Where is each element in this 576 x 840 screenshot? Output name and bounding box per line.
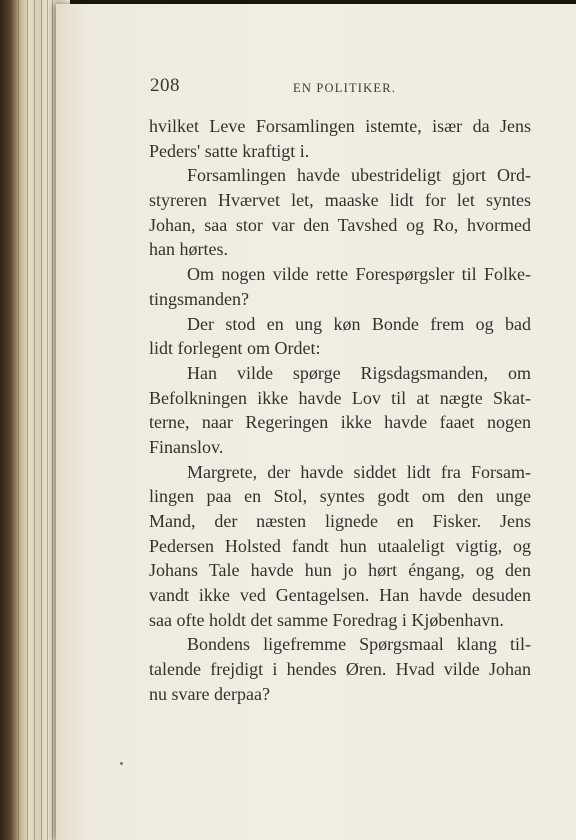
text-line: Han vilde spørge Rigsdagsmanden, om: [187, 362, 531, 383]
text-line: talende frejdigt i hendes Øren. Hvad vilde Johan: [149, 659, 531, 680]
text-line: Forsamlingen havde ubestrideligt gjort Ord-: [187, 165, 531, 186]
text-line: tingsmanden?: [149, 288, 249, 309]
text-line: Bondens ligefremme Spørgsmaal klang til-: [187, 634, 531, 655]
text-line: Befolkningen ikke havde Lov til at nægte Skat-: [149, 387, 531, 408]
text-line: lidt forlegent om Ordet:: [149, 338, 321, 359]
text-line: nu svare derpaa?: [149, 683, 270, 704]
text-line: hvilket Leve Forsamlingen istemte, især da Jens: [149, 116, 531, 136]
text-line: Finanslov.: [149, 436, 224, 457]
text-line: terne, naar Regeringen ikke havde faaet nogen: [149, 412, 531, 433]
text-line: styreren Hværvet let, maaske lidt for let syntes: [149, 190, 531, 211]
text-line: Peders' satte kraftigt i.: [149, 140, 310, 161]
text-line: Der stod en ung køn Bonde frem og bad: [187, 313, 531, 334]
text-line: Johans Tale havde hun jo hørt éngang, og den: [149, 560, 531, 581]
text-line: saa ofte holdt det samme Foredrag i Kjøbenhavn.: [149, 609, 504, 630]
page-number: 208: [150, 75, 180, 96]
text-line: han hørtes.: [149, 239, 228, 260]
running-title: EN POLITIKER.: [293, 81, 397, 95]
body-text: [149, 114, 531, 707]
text-line: lingen paa en Stol, syntes godt om den unge: [149, 486, 531, 507]
text-line: Johan, saa stor var den Tavshed og Ro, hvormed: [149, 214, 531, 235]
page-speck: [120, 762, 123, 765]
text-line: Mand, der næsten lignede en Fisker. Jens: [149, 511, 531, 531]
text-line: Om nogen vilde rette Forespørgsler til Folke-: [187, 264, 531, 285]
text-line: Margrete, der havde siddet lidt fra Forsam-: [187, 461, 531, 482]
text-line: Pedersen Holsted fandt hun utaaleligt vigtig, og: [149, 535, 531, 556]
page-header: [150, 75, 530, 101]
text-line: vandt ikke ved Gentagelsen. Han havde desuden: [149, 585, 531, 606]
